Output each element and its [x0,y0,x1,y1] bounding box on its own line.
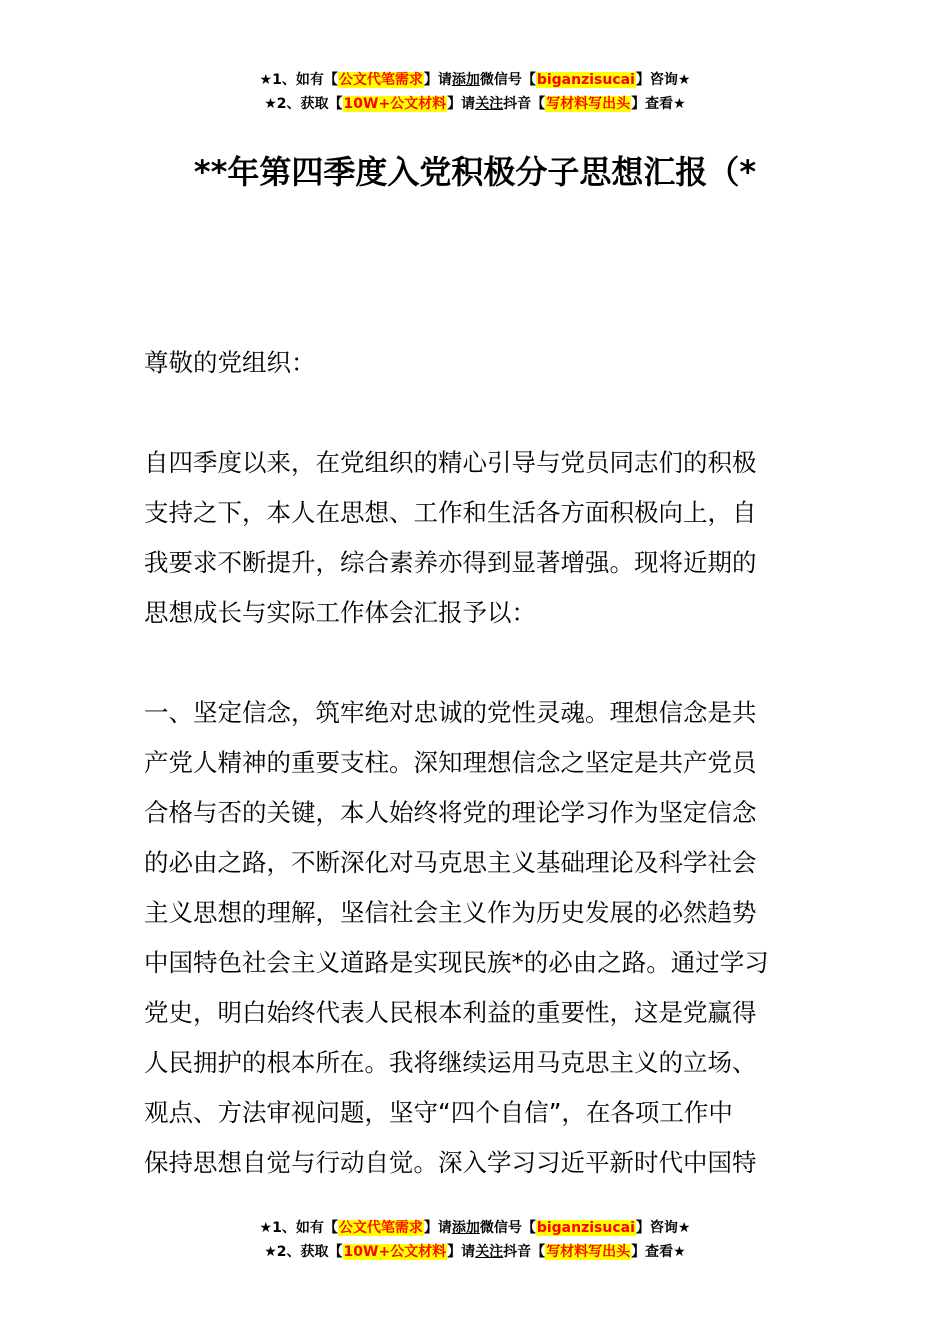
footer-banner-line-1 [0,1216,950,1240]
banner-line-2-underlined: 关注 [475,96,504,112]
footer-line-2-suffix: 】查看★ [631,1244,686,1260]
banner-line-2 [0,92,950,116]
footer-line-1-highlight-wechat: biganzisucai [536,1220,635,1236]
paragraph-line: 产党人精神的重要支柱。深知理想信念之坚定是共产党员 [144,748,757,777]
footer-line-2-mid: 】请 [447,1244,476,1260]
paragraph-line: 主义思想的理解，坚信社会主义作为历史发展的必然趋势 [144,898,757,927]
paragraph-line: 党史，明白始终代表人民根本利益的重要性，这是党赢得 [144,998,757,1027]
banner-line-2-mid: 】请 [447,96,476,112]
footer-line-1-suffix: 】咨询★ [635,1220,691,1236]
paragraph-line: 中国特色社会主义道路是实现民族*的必由之路。通过学习 [144,948,769,977]
paragraph-line: 思想成长与实际工作体会汇报予以： [144,598,536,627]
banner-line-2-highlight-materials: 10W+公文材料 [343,96,447,112]
paragraph-line: 的必由之路，不断深化对马克思主义基础理论及科学社会 [144,848,757,877]
banner-line-2-highlight-douyin: 写材料写出头 [546,96,631,112]
banner-line-1-highlight-service: 公文代笔需求 [338,72,423,88]
header-banner [0,68,950,116]
paragraph-intro [144,438,808,638]
banner-line-2-prefix: ★2、获取【 [264,96,343,112]
footer-line-2-highlight-materials: 10W+公文材料 [343,1244,447,1260]
banner-line-1-suffix: 】咨询★ [635,72,691,88]
salutation: 尊敬的党组织： [144,348,316,377]
footer-banner [0,1216,950,1264]
paragraph-section-one [144,688,808,1188]
paragraph-line: 支持之下，本人在思想、工作和生活各方面积极向上，自 [144,498,757,527]
paragraph-line: 合格与否的关键，本人始终将党的理论学习作为坚定信念 [144,798,757,827]
footer-line-1-mid: 】请 [423,1220,452,1236]
banner-line-1-underlined: 添加 [451,72,480,88]
footer-line-1-prefix: ★1、如有【 [259,1220,338,1236]
banner-line-1-mid: 】请 [423,72,452,88]
paragraph-line: 保持思想自觉与行动自觉。深入学习习近平新时代中国特 [144,1148,757,1177]
paragraph-line: 自四季度以来，在党组织的精心引导与党员同志们的积极 [144,448,757,477]
paragraph-line: 观点、方法审视问题，坚守“四个自信”，在各项工作中 [144,1098,733,1127]
paragraph-line: 一、坚定信念，筑牢绝对忠诚的党性灵魂。理想信念是共 [144,698,757,727]
banner-line-2-suffix: 】查看★ [631,96,686,112]
footer-line-2-underlined: 关注 [475,1244,504,1260]
banner-line-2-mid2: 抖音【 [503,96,546,112]
footer-line-1-mid2: 微信号【 [479,1220,536,1236]
footer-line-2-highlight-douyin: 写材料写出头 [546,1244,631,1260]
footer-line-2-mid2: 抖音【 [503,1244,546,1260]
banner-line-1-mid2: 微信号【 [479,72,536,88]
banner-line-1 [0,68,950,92]
footer-line-2-prefix: ★2、获取【 [264,1244,343,1260]
footer-line-1-underlined: 添加 [451,1220,480,1236]
banner-line-1-prefix: ★1、如有【 [259,72,338,88]
banner-line-1-highlight-wechat: biganzisucai [536,72,635,88]
paragraph-line: 人民拥护的根本所在。我将继续运用马克思主义的立场、 [144,1048,757,1077]
document-title: **年第四季度入党积极分子思想汇报（* [193,153,757,191]
footer-line-1-highlight-service: 公文代笔需求 [338,1220,423,1236]
footer-banner-line-2 [0,1240,950,1264]
paragraph-line: 我要求不断提升，综合素养亦得到显著增强。现将近期的 [144,548,757,577]
